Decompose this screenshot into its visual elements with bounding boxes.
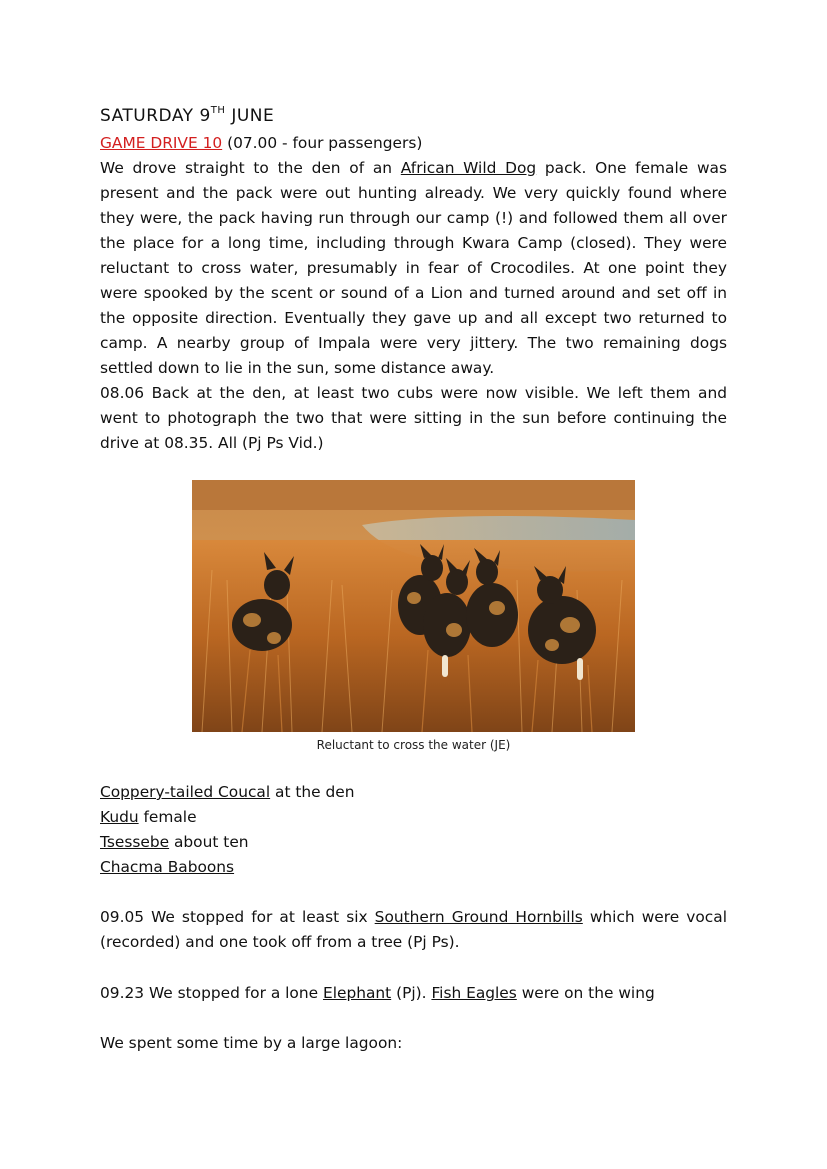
wild-dogs-photo bbox=[192, 480, 635, 732]
list-item bbox=[100, 805, 727, 830]
date-heading bbox=[100, 100, 727, 127]
para3-text-1: 09.05 We stopped for at least six bbox=[100, 908, 375, 926]
photo-caption: Reluctant to cross the water (JE) bbox=[316, 738, 511, 752]
list-item bbox=[100, 855, 727, 880]
date-day: SATURDAY 9 bbox=[100, 106, 211, 126]
date-month: JUNE bbox=[231, 106, 275, 126]
species-coppery-tailed-coucal: Coppery-tailed Coucal bbox=[100, 783, 271, 801]
species-chacma-baboons: Chacma Baboons bbox=[100, 858, 235, 876]
sightings-list bbox=[100, 780, 727, 880]
list-item bbox=[100, 830, 727, 855]
document-page bbox=[100, 100, 727, 1052]
sighting-note: at the den bbox=[270, 783, 355, 801]
para4-text-2: (Pj). bbox=[391, 984, 432, 1002]
species-tsessebe: Tsessebe bbox=[100, 833, 170, 851]
para4-text-3: were on the wing bbox=[516, 984, 655, 1002]
game-drive-link[interactable]: GAME DRIVE 10 bbox=[100, 134, 223, 152]
drive-details: (07.00 - four passengers) bbox=[227, 134, 423, 152]
paragraph-hornbills bbox=[100, 905, 727, 955]
para1-text-2: pack. One female was present and the pack were out hunting already. We very quickly found where they were, the pack having run through our camp (!) and followed them all over the place for a long time, including through Kwara Camp (closed). They were reluctant to cross water, presumably in fear of Crocodiles. At one point they were spooked by the scent or sound of a Lion and turned around and set off in the opposite direction. Eventually they gave up and all except two returned to camp. A nearby group of Impala were very jittery. The two remaining dogs settled down to lie in the sun, some distance away. bbox=[100, 159, 727, 377]
photo-figure bbox=[192, 480, 635, 752]
drive-title-line bbox=[100, 131, 727, 156]
species-fish-eagles: Fish Eagles bbox=[431, 984, 517, 1002]
species-african-wild-dog: African Wild Dog bbox=[400, 159, 537, 177]
species-southern-ground-hornbills: Southern Ground Hornbills bbox=[374, 908, 583, 926]
paragraph-elephant bbox=[100, 981, 727, 1006]
paragraph-wild-dogs bbox=[100, 156, 727, 381]
para1-text-1: We drove straight to the den of an bbox=[100, 159, 401, 177]
paragraph-lagoon: We spent some time by a large lagoon: bbox=[100, 1034, 403, 1052]
species-kudu: Kudu bbox=[100, 808, 139, 826]
para3-text-2: which were vocal (recorded) and one took off from a tree (Pj Ps). bbox=[100, 908, 727, 951]
date-suffix: TH bbox=[210, 105, 226, 116]
species-elephant: Elephant bbox=[322, 984, 392, 1002]
para4-text-1: 09.23 We stopped for a lone bbox=[100, 984, 323, 1002]
sighting-note: female bbox=[138, 808, 197, 826]
sighting-note: about ten bbox=[169, 833, 249, 851]
list-item bbox=[100, 780, 727, 805]
paragraph-den-return: 08.06 Back at the den, at least two cubs were now visible. We left them and went to photograph the two that were sitting in the sun before continuing the drive at 08.35. All (Pj Ps Vid.) bbox=[100, 384, 727, 452]
